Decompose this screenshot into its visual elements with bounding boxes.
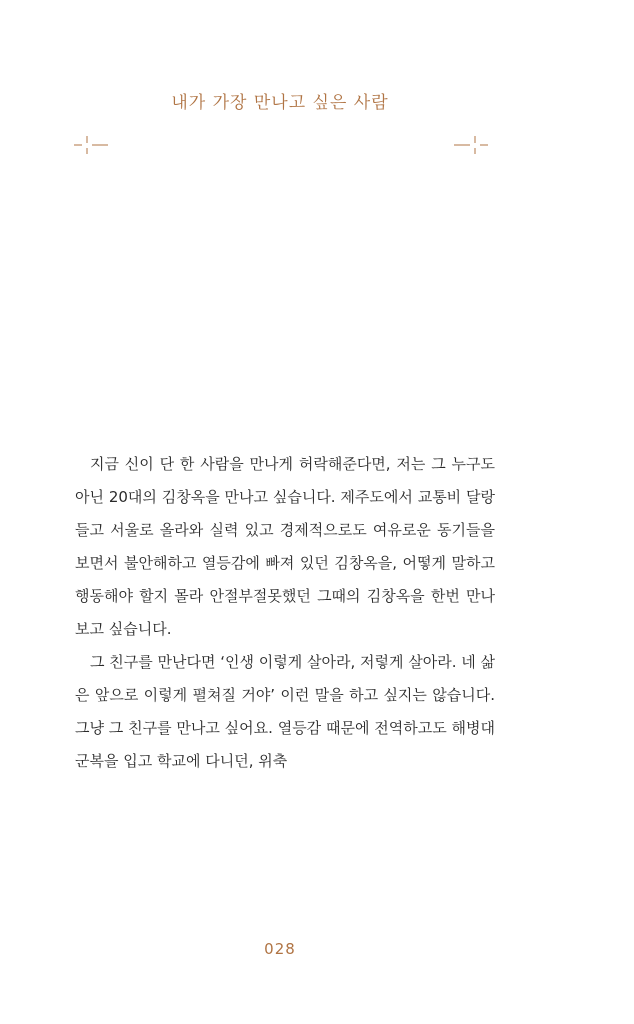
page-number: 028 — [264, 940, 296, 958]
chapter-title: 내가 가장 만나고 싶은 사람 — [171, 93, 389, 113]
right-corner-ornament — [452, 134, 492, 156]
paragraph-2: 그 친구를 만난다면 ‘인생 이렇게 살아라, 저렇게 살아라. 네 삶은 앞으로 이렇게 펼쳐질 거야’ 이런 말을 하고 싶지는 않습니다. 그냥 그 친구를 만나고 싶어요. 열등감 때문에 전역하고도 해병대 군복을 입고 학교에 다니던, 위축 — [75, 653, 495, 770]
left-corner-ornament — [70, 134, 110, 156]
body-text — [75, 448, 495, 778]
paragraph-1: 지금 신이 단 한 사람을 만나게 허락해준다면, 저는 그 누구도 아닌 20대의 김창옥을 만나고 싶습니다. 제주도에서 교통비 달랑 들고 서울로 올라와 실력 있고 경제적으로도 여유로운 동기들을 보면서 불안해하고 열등감에 빠져 있던 김창옥을, 어떻게 말하고 행동해야 할지 몰라 안절부절못했던 그때의 김창옥을 한번 만나보고 싶습니다. — [75, 455, 495, 638]
